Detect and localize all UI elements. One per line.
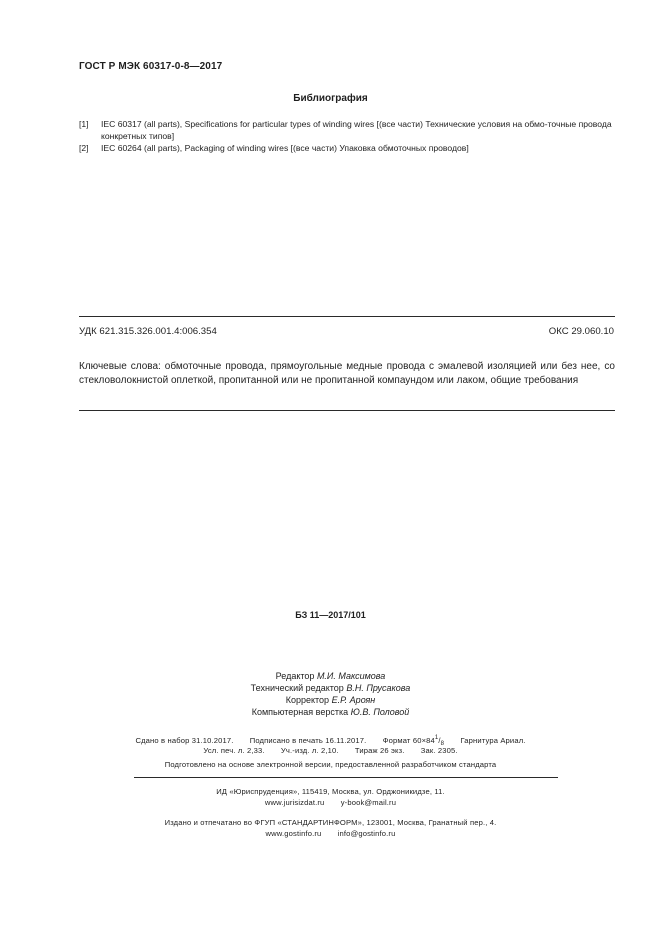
staff-role: Технический редактор [250,683,344,693]
staff-role: Компьютерная верстка [251,707,349,717]
imprint-prepared-note: Подготовлено на основе электронной версии, предоставленной разработчиком стандарта [164,760,497,769]
divider [79,316,615,317]
keywords-paragraph: Ключевые слова: обмоточные провода, прямоугольные медные провода с эмалевой изоляцией или без нее, со стекловолокнистой оплеткой, пропитанной или не пропитанной компаундом или лаком, общие требования [79,361,615,386]
imprint-print-sheets: Усл. печ. л. 2,33. [203,746,265,755]
printer-email: info@gostinfo.ru [337,829,396,838]
publisher-website: www.jurisizdat.ru [264,798,325,807]
imprint-printer: Издано и отпечатано во ФГУП «СТАНДАРТИНФОРМ», 123001, Москва, Гранатный пер., 4. [164,818,497,827]
staff-role: Корректор [285,695,330,705]
printer-website: www.gostinfo.ru [265,829,322,838]
staff-name: М.И. Максимова [316,671,386,681]
publisher-email: y-book@mail.ru [340,798,397,807]
imprint-signed: Подписано в печать 16.11.2017. [249,736,367,745]
bibliography-item-number: [2] [79,143,89,153]
standard-code-header: ГОСТ Р МЭК 60317-0-8—2017 [79,61,223,72]
staff-line [0,706,661,718]
imprint-printer-contacts [0,829,661,838]
bibliography-item [79,142,617,154]
bibliography-item-number: [1] [79,119,89,129]
divider [134,777,558,778]
staff-name: В.Н. Прусакова [346,683,411,693]
staff-line [0,682,661,694]
bibliography-item-text: IEC 60317 (all parts), Specifications for particular types of winding wires [(все части) Технические условия на обмо-точные провода конкретных типов] [101,119,612,141]
divider [79,410,615,411]
imprint-publisher-id: ИД «Юриспруденция», 115419, Москва, ул. Орджоникидзе, 11. [216,787,445,796]
bibliography-item [79,118,617,142]
staff-line [0,670,661,682]
udk-code: УДК 621.315.326.001.4:006.354 [79,326,217,337]
imprint-line-2 [0,746,661,755]
imprint-order: Зак. 2305. [420,746,458,755]
bibliography-item-text: IEC 60264 (all parts), Packaging of winding wires [(все части) Упаковка обмоточных проводов] [101,143,469,153]
staff-role: Редактор [275,671,315,681]
staff-line [0,694,661,706]
imprint-sent: Сдано в набор 31.10.2017. [135,736,234,745]
bz-number: БЗ 11—2017/101 [295,610,366,620]
staff-name: Е.Р. Ароян [331,695,376,705]
imprint-typeface: Гарнитура Ариал. [460,736,526,745]
imprint-publisher-contacts [0,798,661,807]
imprint-pub-sheets: Уч.-изд. л. 2,10. [280,746,339,755]
imprint-run: Тираж 26 экз. [354,746,405,755]
staff-name: Ю.В. Половой [350,707,410,717]
oks-code: ОКС 29.060.10 [548,326,614,337]
imprint-format: Формат $60\times 84^1/_8$ [382,735,445,747]
bibliography-title: Библиография [293,93,368,104]
